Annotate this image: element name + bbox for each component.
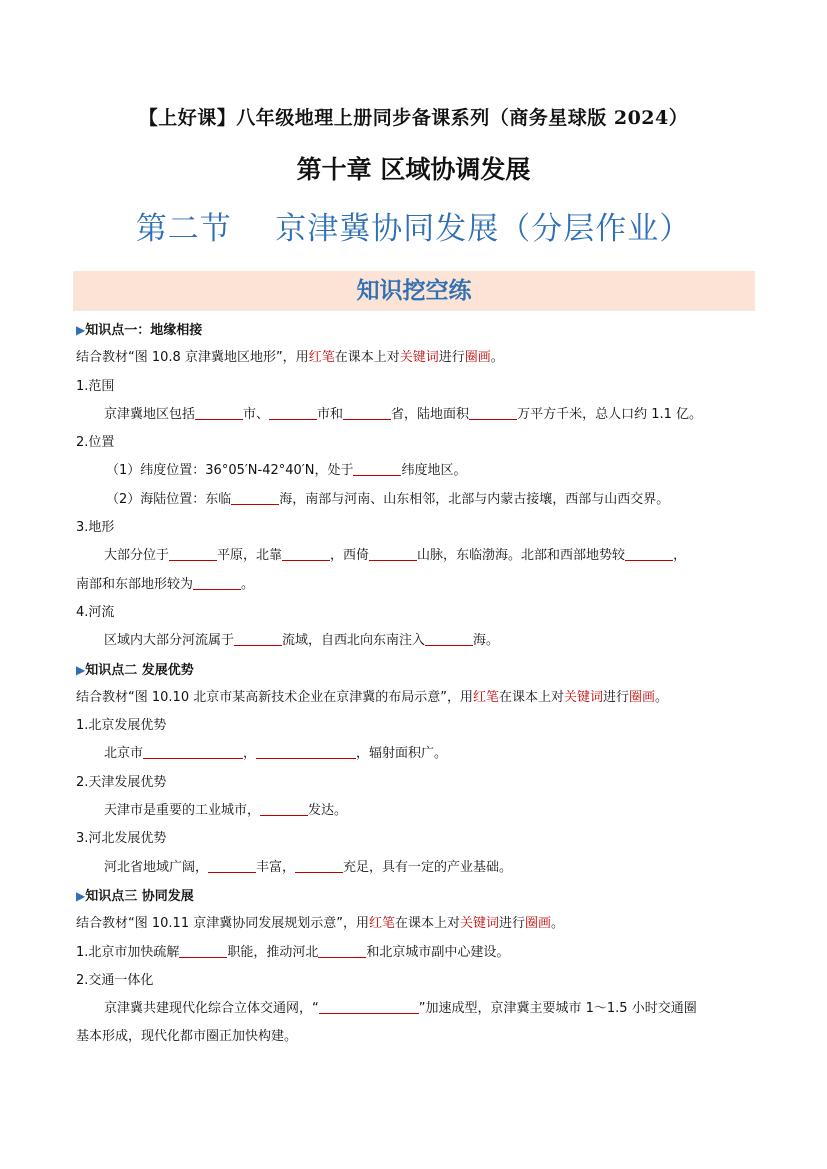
kp1-s4-text: 区域内大部分河流属于 流域，自西北向东南注入 海。 <box>104 633 500 649</box>
triangle-bullet-icon: ▶ <box>76 323 86 337</box>
answer-blank[interactable] <box>625 546 673 561</box>
kp3-instruction: 结合教材“图 10.11 京津冀协同发展规划示意”，用红笔在课本上对关键词进行圈画。 <box>76 916 565 932</box>
kp1-s3-title: 3.地形 <box>76 520 115 536</box>
kp3-heading: ▶知识点三 协同发展 <box>76 888 194 904</box>
answer-blank[interactable] <box>319 999 419 1014</box>
triangle-bullet-icon: ▶ <box>76 888 86 903</box>
kp3-s1-text: 1.北京市加快疏解 职能，推动河北 和北京城市副中心建设。 <box>76 944 510 960</box>
answer-blank[interactable] <box>282 546 330 561</box>
answer-blank[interactable] <box>195 405 243 420</box>
series-title: 【上好课】八年级地理上册同步备课系列（商务星球版 2024） <box>138 107 689 129</box>
kp1-heading: ▶知识点一：地缘相接 <box>76 323 203 338</box>
answer-blank[interactable] <box>353 461 401 476</box>
answer-blank[interactable] <box>234 631 282 646</box>
answer-blank[interactable] <box>179 943 227 958</box>
answer-blank[interactable] <box>193 575 241 590</box>
kp1-s2-latitude: （1）纬度位置：36°05′N-42°40′N，处于 纬度地区。 <box>106 463 467 479</box>
answer-blank[interactable] <box>260 801 308 816</box>
answer-blank[interactable] <box>208 858 256 873</box>
answer-blank[interactable] <box>143 744 243 759</box>
kp1-s1-title: 1.范围 <box>76 378 115 394</box>
kp1-s3-text-1: 大部分位于 平原，北靠 ，西倚 山脉，东临渤海。北部和西部地势较 ， <box>104 548 687 564</box>
kp2-s2-title: 2.天津发展优势 <box>76 774 167 790</box>
kp3-s2-text-2: 基本形成，现代化都市圈正加快构建。 <box>76 1029 298 1045</box>
kp2-s3-text: 河北省地域广阔， 丰富， 充足，具有一定的产业基础。 <box>104 859 513 875</box>
kp2-s1-text: 北京市 ， ，辐射面积广。 <box>104 746 448 762</box>
worksheet-body <box>76 316 756 1052</box>
answer-blank[interactable] <box>343 405 391 420</box>
kp2-instruction: 结合教材“图 10.10 北京市某高新技术企业在京津冀的布局示意”，用红笔在课本上对关键词进行圈画。 <box>76 689 669 705</box>
answer-blank[interactable] <box>318 943 366 958</box>
answer-blank[interactable] <box>369 546 417 561</box>
exercise-banner: 知识挖空练 <box>73 271 755 311</box>
kp1-s2-title: 2.位置 <box>76 435 115 451</box>
kp1-s2-sea-land: （2）海陆位置：东临 海，南部与河南、山东相邻，北部与内蒙古接壤，西部与山西交界。 <box>106 491 670 507</box>
section-title: 第二节 京津冀协同发展（分层作业） <box>135 211 692 247</box>
answer-blank[interactable] <box>256 744 356 759</box>
kp1-instruction: 结合教材“图 10.8 京津冀地区地形”，用红笔在课本上对关键词进行圈画。 <box>76 350 504 366</box>
kp3-s2-text-1: 京津冀共建现代化综合立体交通网，“ ”加速成型，京津冀主要城市 1～1.5 小时交通圈 <box>104 1001 697 1017</box>
chapter-title: 第十章 区域协调发展 <box>296 155 531 184</box>
kp2-s3-title: 3.河北发展优势 <box>76 831 167 847</box>
answer-blank[interactable] <box>269 405 317 420</box>
kp2-heading: ▶知识点二 发展优势 <box>76 662 194 678</box>
answer-blank[interactable] <box>169 546 217 561</box>
answer-blank[interactable] <box>469 405 517 420</box>
answer-blank[interactable] <box>295 858 343 873</box>
triangle-bullet-icon: ▶ <box>76 662 86 677</box>
answer-blank[interactable] <box>425 631 473 646</box>
kp3-s2-title: 2.交通一体化 <box>76 972 154 988</box>
answer-blank[interactable] <box>231 490 279 505</box>
kp1-s1-text: 京津冀地区包括 市、 市和 省，陆地面积 万平方千米，总人口约 1.1 亿。 <box>104 406 703 422</box>
kp2-s1-title: 1.北京发展优势 <box>76 718 167 734</box>
kp1-s4-title: 4.河流 <box>76 604 115 620</box>
kp1-s3-text-2: 南部和东部地形较为 。 <box>76 576 255 592</box>
kp2-s2-text: 天津市是重要的工业城市， 发达。 <box>104 803 348 819</box>
